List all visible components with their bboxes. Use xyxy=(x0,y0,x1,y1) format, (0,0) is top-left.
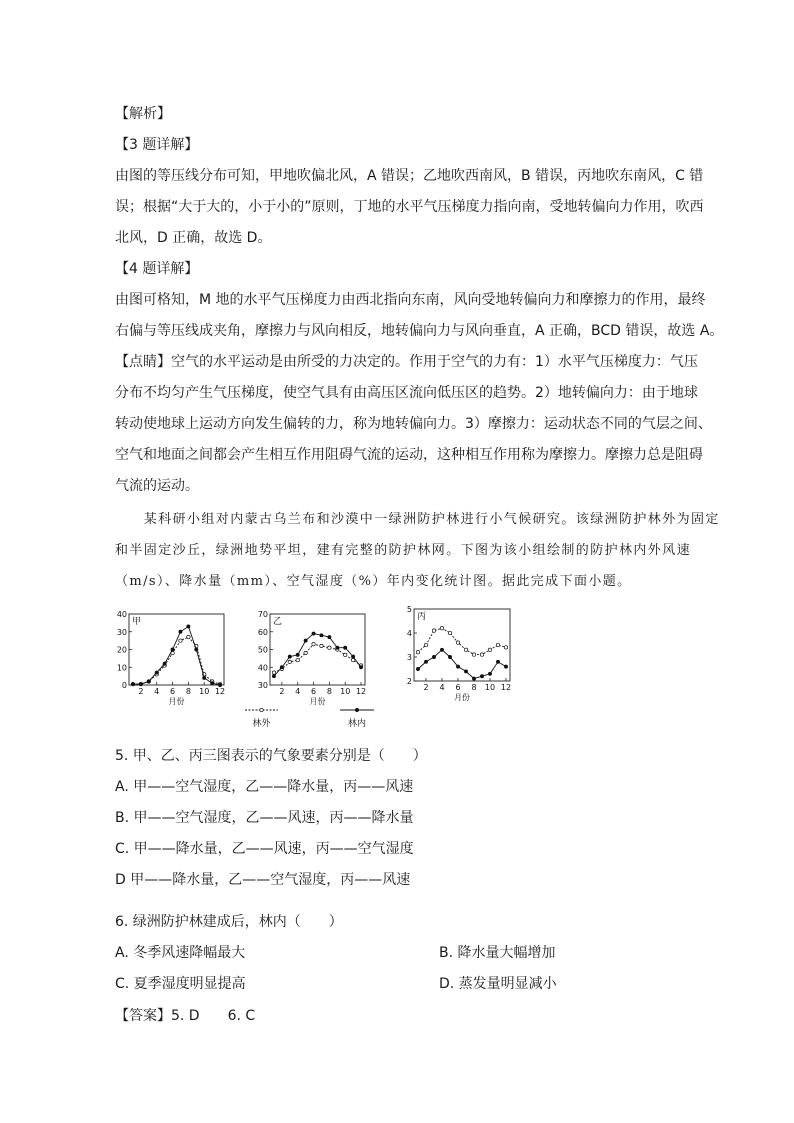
data-point-outside xyxy=(496,643,499,646)
y-tick-label: 50 xyxy=(257,645,268,655)
data-point-outside xyxy=(320,644,323,647)
y-tick-label: 20 xyxy=(116,645,127,655)
data-point-inside xyxy=(304,639,307,642)
data-point-inside xyxy=(163,662,166,665)
legend-marker-inside xyxy=(355,708,358,711)
y-tick-label: 4 xyxy=(406,629,412,638)
q4-line: 右偏与等压线成夹角，摩擦力与风向相反，地转偏向力与风向垂直，A 正确，BCD 错误，故选 A。 xyxy=(115,323,724,339)
data-point-outside xyxy=(351,658,354,661)
chart-title: 乙 xyxy=(273,617,283,627)
q6-option-b[interactable]: B. 降水量大幅增加 xyxy=(439,945,556,961)
climate-charts xyxy=(112,600,532,740)
q3-heading: 【3 题详解】 xyxy=(115,137,199,153)
y-tick-label: 5 xyxy=(406,605,412,614)
data-point-inside xyxy=(464,670,467,673)
data-point-outside xyxy=(272,671,275,674)
material-line: （m/s）、降水量（mm）、空气湿度（%）年内变化统计图。据此完成下面小题。 xyxy=(115,574,632,589)
y-tick-label: 60 xyxy=(257,627,268,637)
data-point-inside xyxy=(147,680,150,683)
data-point-outside xyxy=(187,635,190,638)
tip-line: 气流的运动。 xyxy=(115,478,199,494)
tip-line: 空气和地面之间都会产生相互作用阻碍气流的运动，这种相互作用称为摩擦力。摩擦力总是阻碍 xyxy=(115,447,703,463)
q3-line: 由图的等压线分布可知，甲地吹偏北风，A 错误；乙地吹西南风，B 错误，丙地吹东南风，C 错 xyxy=(115,168,704,184)
data-point-outside xyxy=(416,651,419,654)
y-tick-label: 40 xyxy=(116,610,127,619)
data-point-inside xyxy=(352,655,355,658)
material-line: 某科研小组对内蒙古乌兰布和沙漠中一绿洲防护林进行小气候研究。该绿洲防护林外为固定 xyxy=(115,512,720,527)
data-point-outside xyxy=(328,646,331,649)
data-point-inside xyxy=(416,667,419,670)
answer-line: 【答案】5. D 6. C xyxy=(115,1008,256,1024)
data-point-inside xyxy=(424,660,427,663)
x-tick-label: 10 xyxy=(484,683,496,692)
data-point-outside xyxy=(304,651,307,654)
series-line-outside xyxy=(133,637,220,684)
x-tick-label: 12 xyxy=(214,687,226,696)
y-tick-label: 30 xyxy=(257,681,268,690)
series-line-inside xyxy=(418,650,506,679)
data-point-inside xyxy=(171,648,174,651)
data-point-outside xyxy=(432,629,435,632)
data-point-inside xyxy=(288,655,291,658)
x-tick-label: 8 xyxy=(185,687,191,696)
data-point-inside xyxy=(488,672,491,675)
chart-title: 甲 xyxy=(132,617,142,627)
x-tick-label: 4 xyxy=(295,687,301,696)
x-tick-label: 8 xyxy=(326,687,332,696)
data-point-inside xyxy=(440,648,443,651)
x-axis-label: 月份 xyxy=(168,697,185,706)
x-tick-label: 2 xyxy=(138,687,144,696)
data-point-outside xyxy=(456,641,459,644)
data-point-inside xyxy=(496,660,499,663)
chart-frame xyxy=(414,609,510,681)
x-axis-label: 月份 xyxy=(309,697,326,706)
x-tick-label: 6 xyxy=(455,683,461,692)
series-line-outside xyxy=(418,628,506,654)
data-point-inside xyxy=(456,665,459,668)
x-tick-label: 10 xyxy=(199,687,210,696)
data-point-inside xyxy=(359,666,362,669)
x-tick-label: 4 xyxy=(154,687,160,696)
q4-line: 由图可格知，M 地的水平气压梯度力由西北指向东南，风向受地转偏向力和摩擦力的作用，最终 xyxy=(115,292,706,308)
x-tick-label: 6 xyxy=(310,687,317,696)
x-tick-label: 10 xyxy=(340,687,351,696)
legend-label-inside: 林内 xyxy=(347,719,367,729)
data-point-inside xyxy=(218,683,221,686)
y-tick-label: 40 xyxy=(257,663,268,673)
data-point-outside xyxy=(296,658,299,661)
y-tick-label: 10 xyxy=(116,663,127,673)
data-point-outside xyxy=(312,642,315,645)
y-tick-label: 70 xyxy=(257,610,268,619)
x-tick-label: 12 xyxy=(355,687,367,696)
data-point-inside xyxy=(344,646,347,649)
q6-stem: 6. 绿洲防护林建成后，林内（ ） xyxy=(115,914,343,930)
y-tick-label: 30 xyxy=(116,627,127,637)
data-point-inside xyxy=(272,675,275,678)
data-point-outside xyxy=(424,643,427,646)
data-point-outside xyxy=(288,660,291,663)
data-point-inside xyxy=(280,666,283,669)
chart-panel-1 xyxy=(117,610,225,706)
x-tick-label: 8 xyxy=(471,683,477,692)
data-point-inside xyxy=(296,653,299,656)
chart-legend xyxy=(245,708,374,729)
data-point-inside xyxy=(179,630,182,633)
data-point-inside xyxy=(203,676,206,679)
data-point-inside xyxy=(472,677,475,680)
q5-option-b[interactable]: B. 甲——空气湿度，乙——风速，丙——降水量 xyxy=(115,810,414,826)
series-line-outside xyxy=(274,644,361,672)
data-point-inside xyxy=(480,675,483,678)
data-point-inside xyxy=(139,683,142,686)
data-point-inside xyxy=(131,683,134,686)
data-point-outside xyxy=(472,653,475,656)
data-point-inside xyxy=(195,648,198,651)
data-point-outside xyxy=(344,653,347,656)
data-point-inside xyxy=(432,655,435,658)
x-tick-label: 2 xyxy=(279,687,285,696)
analysis-heading: 【解析】 xyxy=(115,106,171,122)
q3-line: 北风，D 正确，故选 D。 xyxy=(115,230,272,246)
q5-stem: 5. 甲、乙、丙三图表示的气象要素分别是（ ） xyxy=(115,748,427,764)
q6-option-c[interactable]: C. 夏季湿度明显提高 xyxy=(115,976,246,992)
data-point-outside xyxy=(179,639,182,642)
y-tick-label: 0 xyxy=(121,681,127,690)
chart-frame xyxy=(129,614,224,685)
legend-label-outside: 林外 xyxy=(252,719,271,729)
q6-option-d[interactable]: D. 蒸发量明显减小 xyxy=(439,976,557,992)
data-point-inside xyxy=(336,646,339,649)
data-point-outside xyxy=(480,653,483,656)
y-tick-label: 3 xyxy=(406,653,412,662)
series-line-inside xyxy=(274,634,361,677)
x-tick-label: 2 xyxy=(423,683,429,692)
tip-line: 【点睛】空气的水平运动是由所受的力决定的。作用于空气的力有：1）水平气压梯度力：气压 xyxy=(115,354,698,370)
x-tick-label: 6 xyxy=(169,687,176,696)
chart-panel-3 xyxy=(407,605,511,702)
q4-heading: 【4 题详解】 xyxy=(115,261,199,277)
data-point-inside xyxy=(504,665,507,668)
data-point-inside xyxy=(328,635,331,638)
data-point-inside xyxy=(312,632,315,635)
x-tick-label: 12 xyxy=(500,683,512,692)
q5-option-c[interactable]: C. 甲——降水量，乙——风速，丙——空气湿度 xyxy=(115,841,414,857)
data-point-inside xyxy=(211,682,214,685)
y-tick-label: 2 xyxy=(406,677,412,686)
data-point-inside xyxy=(448,655,451,658)
q5-option-d[interactable]: D 甲——降水量，乙——空气湿度，丙——风速 xyxy=(115,872,411,888)
data-point-outside xyxy=(448,631,451,634)
data-point-inside xyxy=(155,671,158,674)
data-point-outside xyxy=(440,627,443,630)
q5-option-a[interactable]: A. 甲——空气湿度，乙——降水量，丙——风速 xyxy=(115,779,414,795)
x-tick-label: 4 xyxy=(439,683,445,692)
q3-line: 误；根据“大于大的，小于小的”原则，丁地的水平气压梯度力指向南，受地转偏向力作用，吹西 xyxy=(115,199,704,215)
data-point-inside xyxy=(187,625,190,628)
data-point-outside xyxy=(488,648,491,651)
tip-line: 分布不均匀产生气压梯度，使空气具有由高压区流向低压区的趋势。2）地转偏向力：由于地球 xyxy=(115,385,698,401)
chart-frame xyxy=(270,614,365,685)
series-line-inside xyxy=(133,626,220,685)
chart-panel-2 xyxy=(258,610,366,706)
material-line: 和半固定沙丘，绿洲地势平坦，建有完整的防护林网。下图为该小组绘制的防护林内外风速 xyxy=(115,543,692,558)
tip-line: 转动使地球上运动方向发生偏转的力，称为地转偏向力。3）摩擦力：运动状态不同的气层之间、 xyxy=(115,416,712,432)
q6-option-a[interactable]: A. 冬季风速降幅最大 xyxy=(115,945,246,961)
data-point-outside xyxy=(504,646,507,649)
chart-title: 丙 xyxy=(417,612,427,622)
data-point-outside xyxy=(464,648,467,651)
x-axis-label: 月份 xyxy=(454,693,470,702)
legend-marker-outside xyxy=(260,708,263,711)
data-point-inside xyxy=(320,634,323,637)
